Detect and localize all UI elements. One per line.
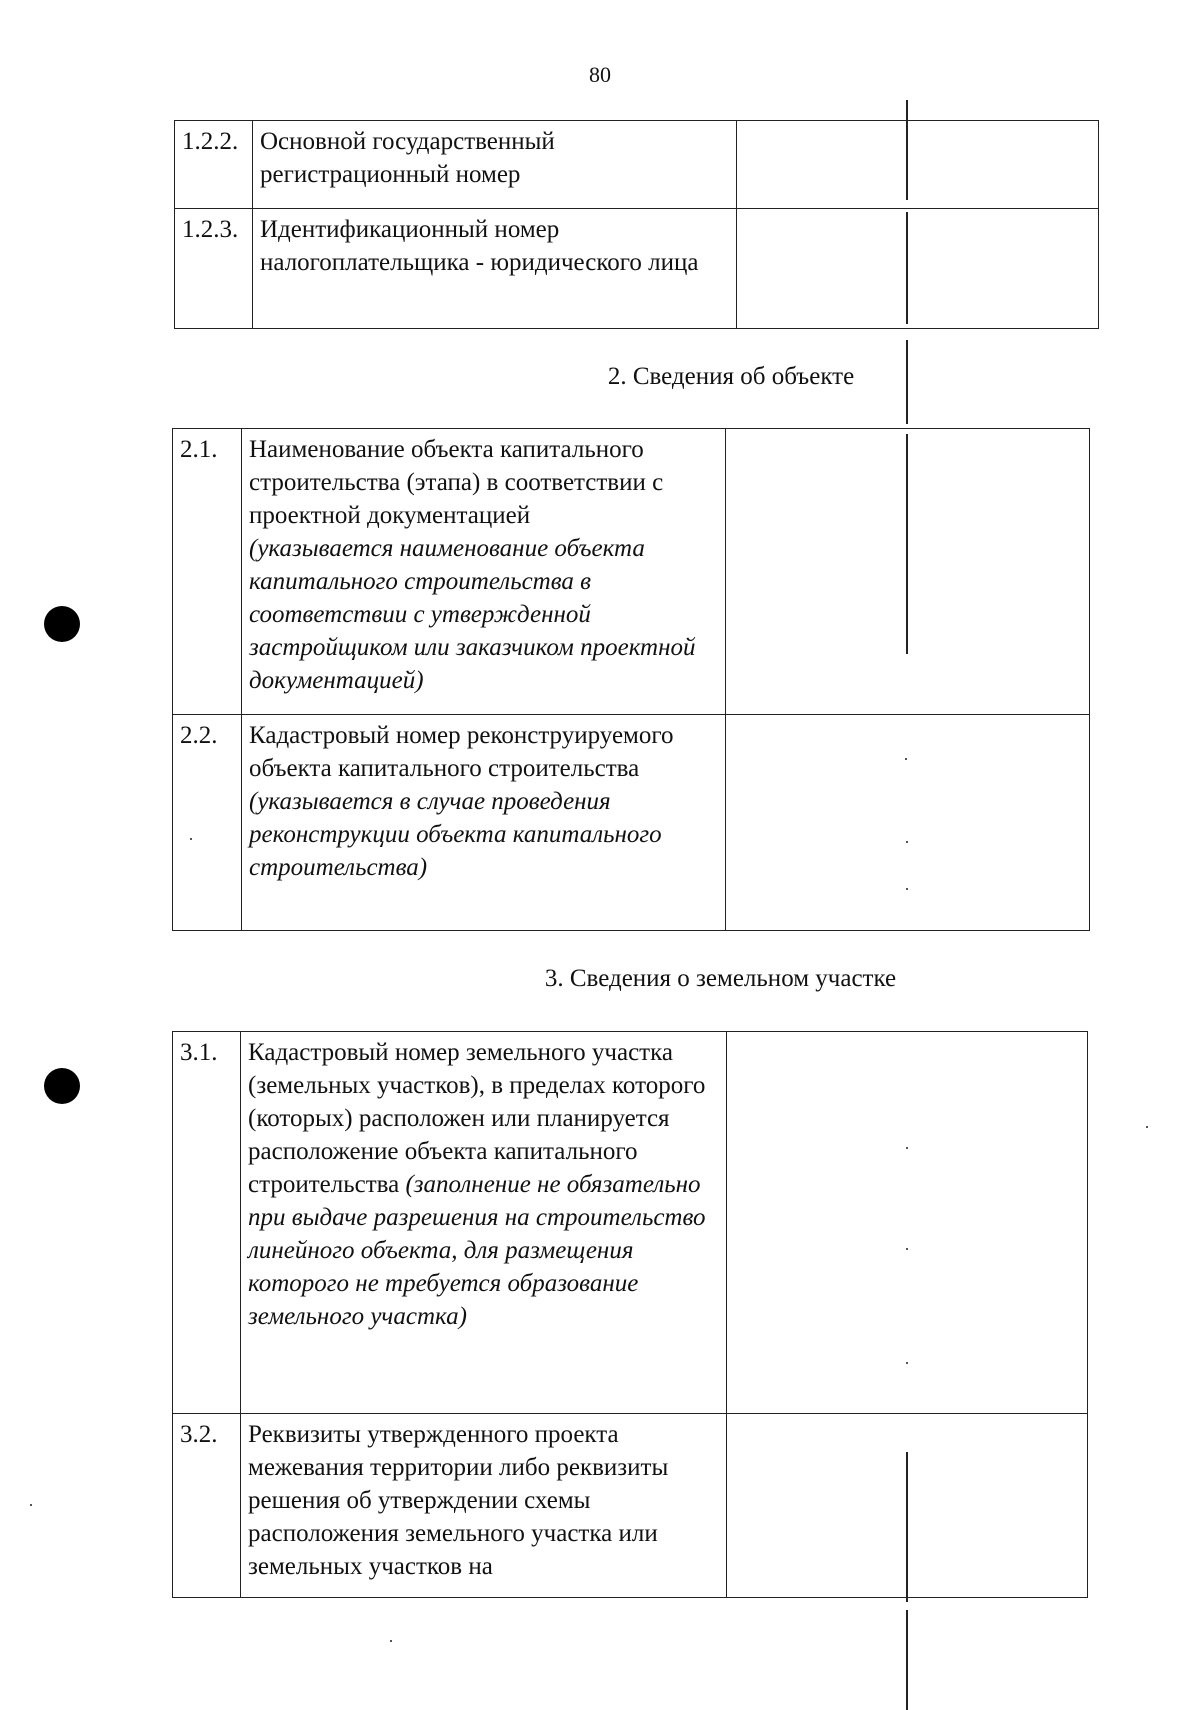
row-label: Кадастровый номер реконструируемого объекта капитального строительства xyxy=(249,722,674,782)
scan-speck xyxy=(390,1640,392,1642)
section-title-object: 2. Сведения об объекте xyxy=(607,363,855,390)
scan-speck xyxy=(905,758,907,760)
row-value-cell[interactable] xyxy=(737,121,1099,209)
row-label: Реквизиты утвержденного проекта межевания территории либо реквизиты решения об утверждении схемы расположения земельного участка или земельных участков на xyxy=(248,1421,669,1580)
row-label: Кадастровый номер земельного участка (земельных участков), в пределах которого (которых) расположен или планируется расположение объекта капитального строительства xyxy=(248,1039,706,1198)
row-number: 2.2. xyxy=(173,715,242,931)
scan-fold-line xyxy=(906,434,908,654)
row-label: Основной государственный регистрационный номер xyxy=(253,121,737,209)
scan-fold-line xyxy=(906,100,908,200)
applicant-table xyxy=(174,120,1099,329)
binder-hole-upper xyxy=(44,606,80,642)
scan-fold-line xyxy=(906,1452,908,1602)
scan-speck xyxy=(1146,1126,1148,1128)
scan-fold-line xyxy=(906,1610,908,1710)
row-number: 1.2.3. xyxy=(175,209,253,329)
row-value-cell[interactable] xyxy=(726,715,1090,931)
land-plot-table xyxy=(172,1031,1088,1598)
row-label: Наименование объекта капитального строительства (этапа) в соответствии с проектной документацией xyxy=(249,436,664,529)
row-note: (указывается наименование объекта капитального строительства в соответствии с утвержденной застройщиком или заказчиком проектной документацией) xyxy=(249,535,696,694)
row-label-cell xyxy=(242,715,726,931)
row-value-cell[interactable] xyxy=(727,1032,1088,1414)
scan-speck xyxy=(906,888,908,890)
object-table xyxy=(172,428,1090,931)
scan-speck xyxy=(30,1504,32,1506)
table-row xyxy=(173,1032,1088,1414)
table-row xyxy=(173,1414,1088,1598)
row-number: 3.2. xyxy=(173,1414,241,1598)
row-label-cell xyxy=(241,1032,727,1414)
scan-speck xyxy=(906,841,908,843)
scan-speck xyxy=(906,1147,908,1149)
scan-fold-line xyxy=(906,340,908,424)
row-label-cell xyxy=(241,1414,727,1598)
table-row xyxy=(175,209,1099,329)
row-number: 3.1. xyxy=(173,1032,241,1414)
section-title-land-plot: 3. Сведения о земельном участке xyxy=(544,965,897,992)
row-value-cell[interactable] xyxy=(737,209,1099,329)
row-note: (указывается в случае проведения реконструкции объекта капитального строительства) xyxy=(249,788,662,881)
page-number: 80 xyxy=(589,62,611,87)
row-number: 2.1. xyxy=(173,429,242,715)
scan-speck xyxy=(906,1362,908,1364)
scan-speck xyxy=(906,1248,908,1250)
scan-speck xyxy=(190,838,192,840)
table-row xyxy=(173,715,1090,931)
table-row xyxy=(173,429,1090,715)
row-note: (заполнение не обязательно при выдаче разрешения на строительство линейного объекта, для размещения которого не требуется образование земельного участка) xyxy=(248,1171,706,1330)
row-label: Идентификационный номер налогоплательщика - юридического лица xyxy=(253,209,737,329)
binder-hole-lower xyxy=(44,1068,80,1104)
row-label-cell xyxy=(242,429,726,715)
row-number: 1.2.2. xyxy=(175,121,253,209)
scan-fold-line xyxy=(906,212,908,324)
table-row xyxy=(175,121,1099,209)
